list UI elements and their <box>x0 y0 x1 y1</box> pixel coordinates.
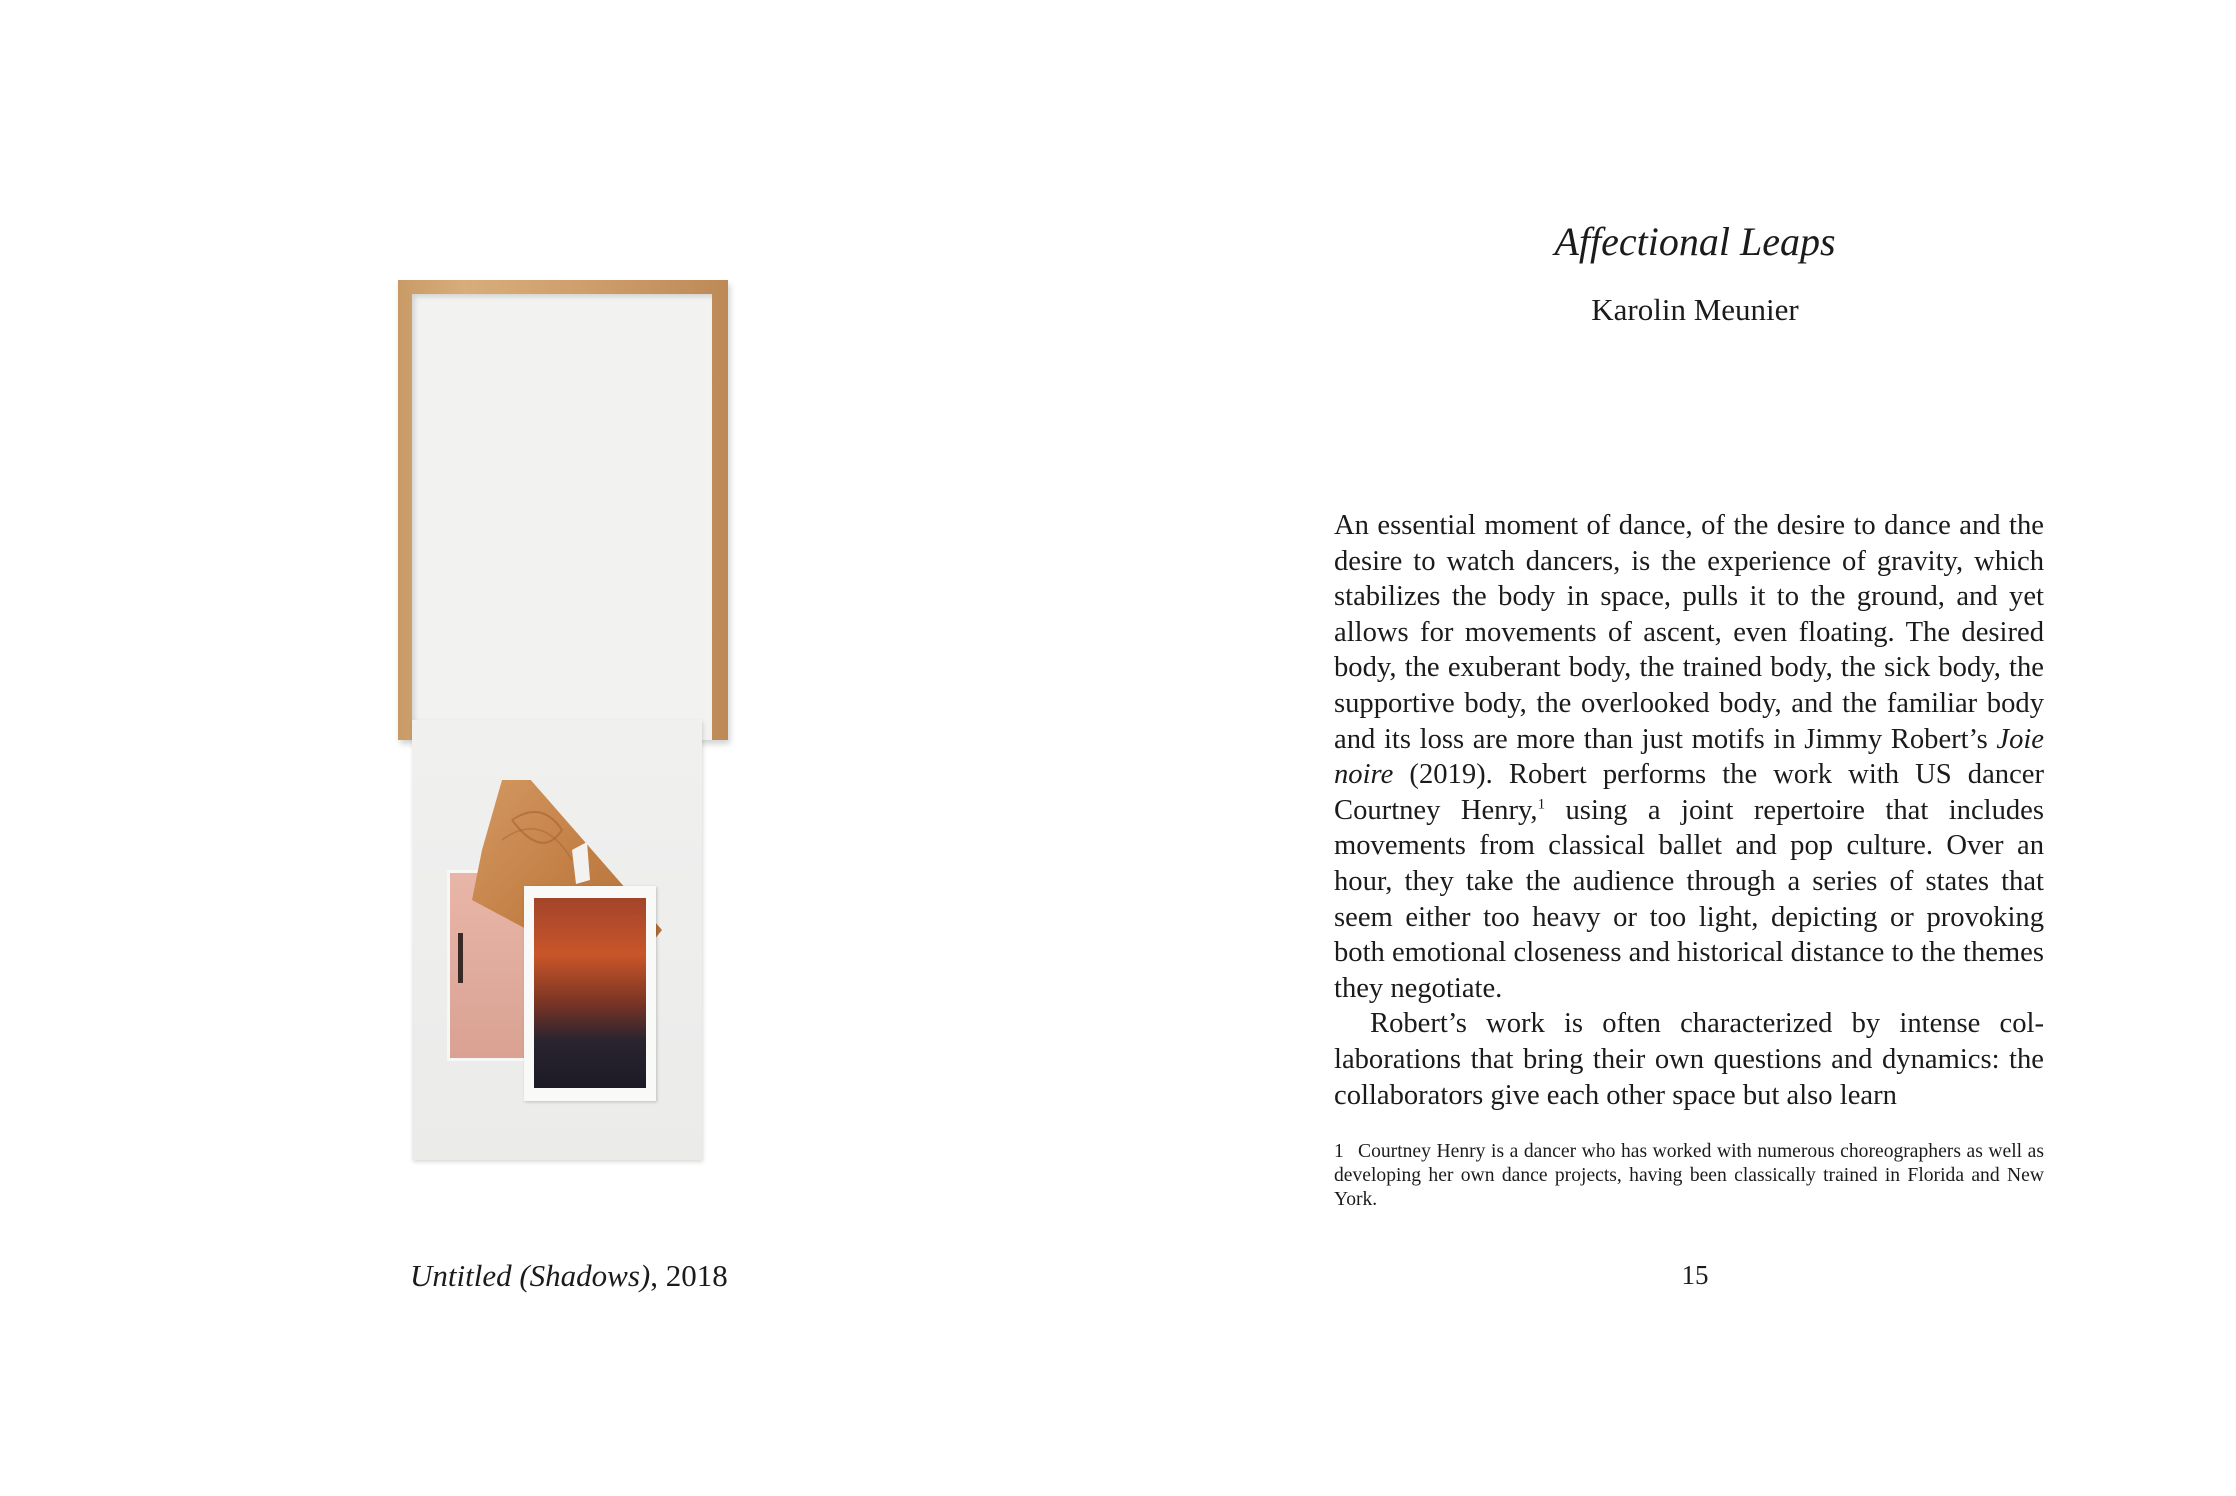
footnote-reference[interactable]: 1 <box>1537 796 1546 813</box>
frame-blank-panel <box>412 294 712 740</box>
essay-title: Affectional Leaps <box>1554 219 1836 264</box>
paragraph-2: Robert’s work is often characterized by intense collaborations that bring their own questions and dynamics: the collaborators give each other space but also learn <box>1334 1008 2044 1111</box>
footnote-text: Courtney Henry is a dancer who has worked with numerous choreographers as well as developing her own dance projects, having been classically trained in Florida and New York. <box>1334 1141 2044 1210</box>
page-number: 15 <box>1681 1260 1709 1290</box>
paragraph-1-text-b: (2019). Robert performs the work with US dancer Courtney Henry, <box>1334 759 2044 826</box>
photo-print <box>524 886 656 1101</box>
paragraph-1 <box>1334 508 2044 1006</box>
footnote <box>1334 1140 2044 1212</box>
artwork-caption <box>410 1258 728 1294</box>
paragraph-1-text-a: An essential moment of dance, of the desire to dance and the desire to watch dancers, is the experience of gravity, which stabilizes the body in space, pulls it to the ground, and yet allows for movements of ascent, even floating. The desired body, the exuberant body, the trained body, the sick body, the supportive body, the overlooked body, and the familiar body and its loss are more than just motifs in Jimmy Robert’s <box>1334 510 2044 755</box>
footnote-number: 1 <box>1334 1141 1344 1162</box>
paragraph-1-text-c: using a joint repertoire that includes movements from classical ballet and pop culture. Over an hour, they take the audience through a series of states that seem either too heavy or too light, depicting or provoking both emotional closeness and historical distance to the themes they negotiate. <box>1334 794 2044 1004</box>
essay-body <box>1334 508 2044 1113</box>
caption-title: Untitled (Shadows) <box>410 1258 651 1293</box>
collage-panel <box>412 720 702 1160</box>
essay-author: Karolin Meunier <box>1591 292 1799 327</box>
artwork-image <box>390 280 730 1170</box>
wooden-frame <box>398 280 728 740</box>
photo-image <box>534 898 646 1088</box>
card-spine <box>458 933 463 983</box>
work-title: Joie noire <box>1334 723 2044 791</box>
caption-year: , 2018 <box>650 1258 728 1293</box>
